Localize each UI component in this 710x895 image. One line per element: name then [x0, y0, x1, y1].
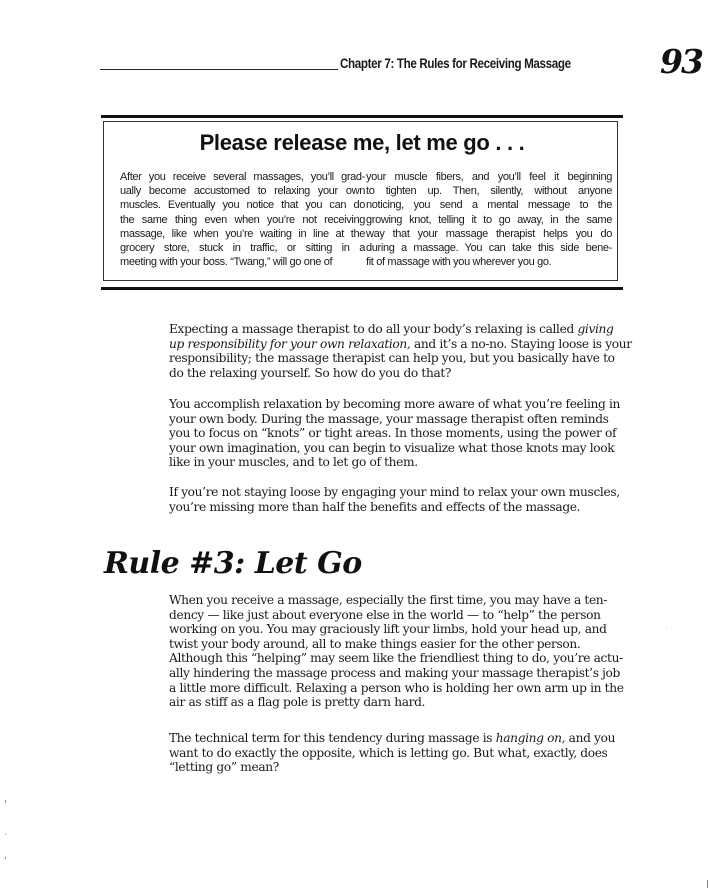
text-line: your own imagination, you can begin to visualize what those knots may look [169, 440, 615, 455]
text-line: ally hindering the massage process and making your massage therapist’s job [169, 665, 620, 680]
text-line: responsibility; the massage therapist can help you, but you basically have to [169, 351, 615, 366]
text-line: want to do exactly the opposite, which is letting go. But what, exactly, does [169, 745, 608, 760]
italic-term: giving [577, 322, 614, 336]
body-paragraph [169, 731, 614, 775]
sidebar-line: growing knot, telling it to go away, in the same [366, 213, 612, 226]
text-line [169, 731, 614, 746]
sidebar-line: way that your massage therapist helps you do [366, 227, 612, 240]
sidebar-left-column [120, 170, 365, 269]
scan-speck [5, 800, 6, 803]
sidebar-title: Please release me, let me go . . . [199, 130, 525, 155]
text-line: working on you. You may graciously lift your limbs, hold your head up, and [169, 622, 607, 637]
sidebar-line: massage, like when you’re waiting in line at the [120, 227, 365, 240]
sidebar-line: meeting with your boss. “Twang,” will go one of [120, 256, 333, 269]
italic-term: hanging on, [495, 731, 566, 745]
sidebar-line: ually become accustomed to relaxing your own [120, 185, 365, 198]
section-heading: Rule #3: Let Go [104, 546, 362, 581]
text-line: air as stiff as a flag pole is pretty darn hard. [169, 695, 426, 710]
sidebar-line: to tighten up. Then, silently, without anyone [366, 185, 612, 198]
page-number: 93 [660, 42, 702, 81]
sidebar-line: After you receive several massages, you’ll grad- [120, 171, 365, 183]
sidebar-line: grocery store, stuck in traffic, or sitting in a [120, 242, 365, 255]
text-line: a little more difficult. Relaxing a person who is holding her own arm up in the [169, 680, 624, 695]
text-run: and it’s a no-no. Staying loose is your [410, 336, 632, 351]
body-paragraph [169, 593, 624, 710]
text-run: The technical term for this tendency during massage is [169, 731, 496, 745]
text-run: Expecting a massage therapist to do all your body’s relaxing is called [169, 322, 578, 336]
sidebar-line: your muscle fibers, and you’ll feel it beginning [366, 171, 612, 183]
body-paragraph [169, 397, 621, 470]
text-line: you to focus on “knots” or tight areas. In those moments, using the power of [169, 426, 617, 441]
header-rule [100, 69, 338, 70]
text-line: You accomplish relaxation by becoming more aware of what you’re feeling in [169, 397, 621, 411]
sidebar-line: fit of massage with you wherever you go. [366, 256, 552, 269]
text-line: twist your body around, all to make things easier for the other person. [169, 636, 581, 651]
running-header [100, 32, 702, 81]
text-line: When you receive a massage, especially the first time, you may have a ten- [169, 593, 608, 607]
text-line: If you’re not staying loose by engaging your mind to relax your own muscles, [169, 485, 620, 499]
scan-speck [666, 628, 667, 629]
chapter-title: Chapter 7: The Rules for Receiving Massage [340, 56, 571, 71]
sidebar-bottom-rule [101, 287, 623, 290]
text-line: do the relaxing yourself. So how do you do that? [169, 365, 452, 380]
sidebar-line: during a massage. You can take this side bene- [366, 242, 612, 255]
text-line: like in your muscles, and to let go of them. [169, 455, 418, 470]
text-run: and you [565, 731, 616, 745]
text-line: you’re missing more than half the benefits and effects of the massage. [169, 499, 581, 514]
text-line [169, 322, 614, 337]
sidebar-line: noticing, you send a mental message to the [366, 199, 612, 212]
sidebar-line: muscles. Eventually you notice that you can do [120, 199, 365, 212]
scan-speck [5, 833, 6, 835]
sidebar-line: the same thing even when you’re not receiving [120, 213, 365, 226]
body-paragraph [169, 485, 620, 514]
text-line: “letting go” mean? [169, 760, 279, 775]
sidebar-right-column [366, 170, 612, 269]
scan-speck [5, 857, 6, 859]
text-line: Although this “helping” may seem like the friendliest thing to do, you’re actu- [169, 651, 623, 666]
sidebar-box [101, 115, 623, 291]
text-line [169, 336, 632, 352]
sidebar-top-rule [101, 115, 623, 118]
body-paragraph [169, 322, 632, 380]
scan-speck [707, 880, 708, 888]
text-line: dency — like just about everyone else in the world — to “help” the person [169, 607, 601, 622]
text-line: your own body. During the massage, your massage therapist often reminds [169, 411, 609, 426]
italic-term: up responsibility for your own relaxation, [169, 336, 411, 351]
